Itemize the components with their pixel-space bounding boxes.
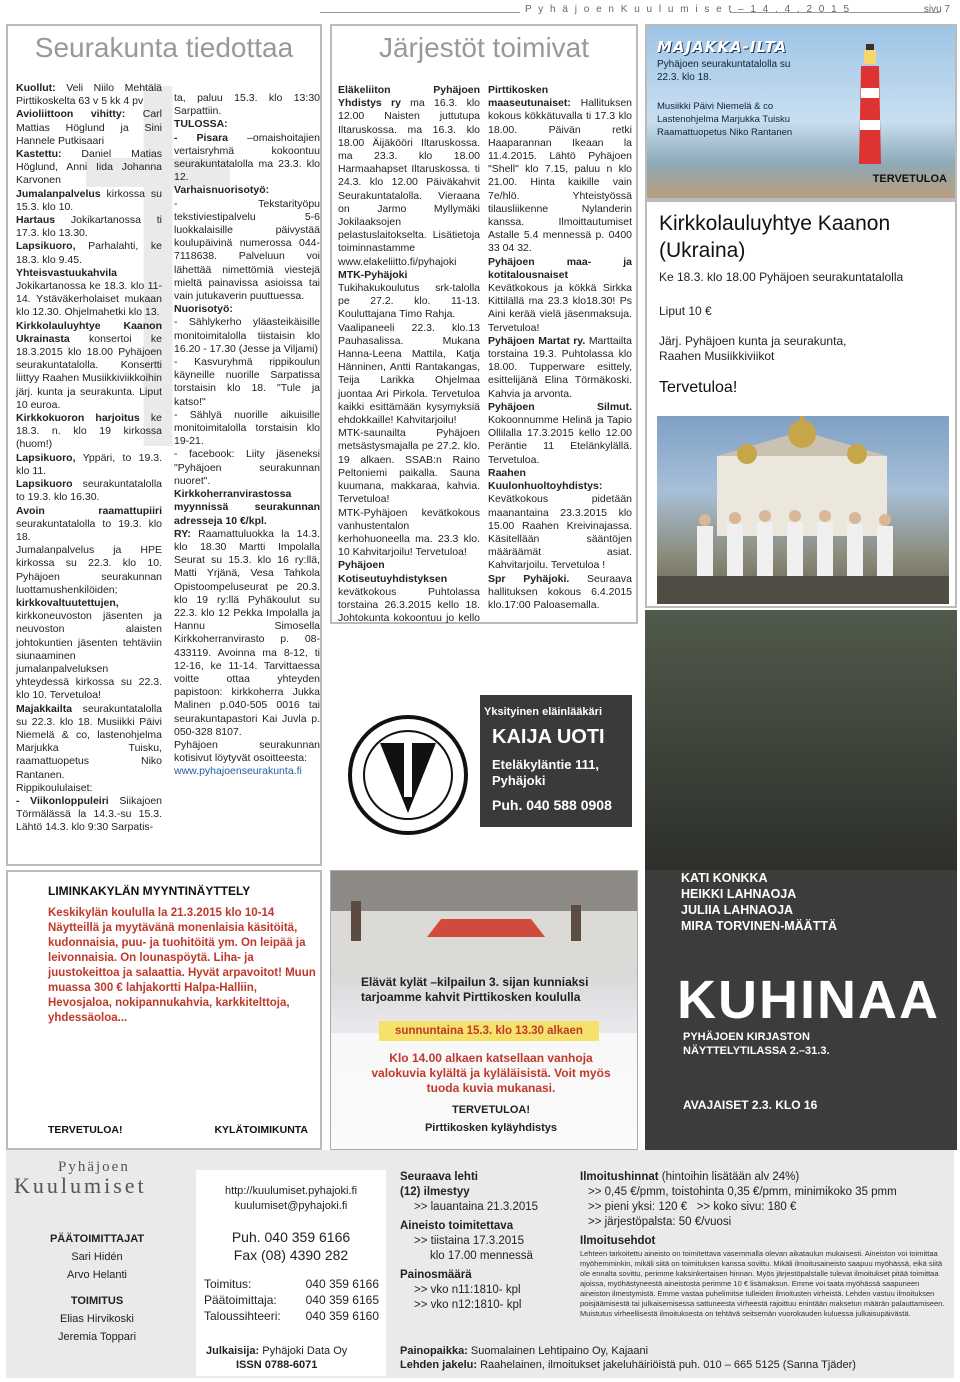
notice-text: Kokoonnumme Helinä ja Tapio Ollilalla 17.3.2015 kello 12.00 Peräntie 11 Etelänkylällä. Tervetuloa. [488,414,632,466]
kaanon-concert-ad [645,200,957,608]
print-run-week: >> vko n12:1810- kpl [414,1299,522,1311]
notice-paragraph [174,409,320,449]
notice-text: ta, paluu 15.3. klo 13:30 Sarpattiin. [174,92,320,118]
myynti-title: LIMINKAKYLÄN MYYNTINÄYTTELY [48,884,251,898]
contact-number: 040 359 6160 [305,1309,379,1323]
notice-paragraph [16,240,162,266]
majakka-welcome: TERVETULOA [872,172,947,185]
notice-heading: Lapsikuoro, [16,451,76,464]
notice-paragraph [16,795,162,835]
seurakunta-column-2 [174,92,320,779]
notice-text: - Sählykerho yläasteikäisille monitoimitalolla tiistaisin klo 16.20 - 17.30 (Jesse ja Viljami) [174,316,320,355]
notice-paragraph [338,269,480,322]
prices-note: (hintoihin lisätään alv 24%) [661,1171,800,1183]
vet-name: KAIJA UOTI [492,726,605,748]
notice-heading: Varhaisnuorisotyö: [174,184,270,197]
notice-paragraph [174,184,320,197]
notice-heading: Lapsikuoro [16,478,73,491]
notice-heading: Eläkeliiton Pyhäjoen Yhdistys ry [338,84,480,110]
artist-names [681,870,837,934]
notice-text: seurakuntatalolla to 19.3. klo 18. [16,517,162,543]
website-link[interactable]: http://kuulumiset.pyhajoki.fi [224,1185,358,1197]
church-and-choir-image [657,416,949,604]
notice-paragraph [16,597,162,703]
myynti-footer [48,1124,308,1137]
notice-paragraph [174,316,320,356]
conditions-label: Ilmoitusehdot [580,1235,656,1247]
printer-name: Suomalainen Lehtipaino Oy, Kajaani [470,1345,649,1357]
contact-number: 040 359 6166 [305,1277,379,1291]
issn: ISSN 0788-6071 [236,1359,318,1371]
artist-name: HEIKKI LAHNAOJA [681,887,797,901]
editor-name: Sari Hidén [71,1251,123,1263]
notice-heading: Kuollut: [16,82,56,94]
notice-text: ma 16.3. klo 12.00 Naisten juttutupa Iltaruskossa. ma 16.3. klo 18.00 Äijäkööri Iltaruskossa. ma 23.3. klo 18.00 Harmaahapset Iltaruskossa. ti 24.3. klo 12.00 Päiväkahvit Seurakuntatalolla. Vieraana on Jarmo Myllymäki Jokilaaksojen pelastuslaitokselta. Lisätietoja toiminnastamme www.elakeliitto.fi/pyhajoki [338,97,481,268]
page-number: sivu 7 [923,4,950,15]
majakka-subtitle: Pyhäjoen seurakuntatalolla su 22.3. klo 18. [657,59,791,83]
notice-paragraph [488,401,632,467]
logo-big: Kuulumiset [14,1173,147,1198]
notice-heading: Majakkailta [16,702,73,715]
kaanon-time: Ke 18.3. klo 18.00 Pyhäjoen seurakuntatalolla [659,270,904,284]
notice-paragraph [16,188,162,214]
notice-heading: MTK-Pyhäjoki [338,268,408,281]
notice-paragraph [488,256,632,282]
notice-heading: Hartaus [16,214,56,227]
kuhinaa-subtitle [683,1030,830,1058]
notice-heading: Pyhäjoen Silmut. [488,400,632,413]
notice-text: Marttailta torstaina 19.3. Puhtolassa klo 18.00. Tupperware esittely, esittelijänä Elina Törmäkoski. Kahvia ja arvonta. [488,334,632,400]
notice-text: Parhalahti, ke 18.3. klo 9.45. [16,240,162,266]
notice-paragraph [488,467,632,573]
notice-paragraph [338,322,480,428]
notice-text: Kevätkokous pidetään maanantaina 23.3.2015 klo 15.00 Raahen Kreivinajassa. Käsitellään sääntöjen määräämät asiat. Kahvitarjoilu. Tervetuloa ! [488,493,632,572]
notice-text: Jokikartanossa ke 18.3. klo 11-14. Ystäväkerholaiset mukaan klo 12.30. Ohjelmahetki klo 13. [16,280,162,319]
print-run-label: Painosmäärä [400,1269,472,1281]
notice-text: konsertoi ke 18.3.2015 klo 18.00 Pyhäjoen seurakuntatalolla. Konsertti liittyy Raahen Musiikkiviikkoihin järj. kunta ja seurakunta. Liput 10 euroa. [16,332,162,411]
notice-text: seurakuntatalolla su 22.3. klo 18. Musiikki Päivi Niemelä & co, lastenohjelma Marjukka Tuisku, raamattuopetus Niko Rantanen. [16,702,162,781]
notice-text: Siikajoen Törmälässä la 14.3.-su 15.3. Lähtö 14.3. klo 9:30 Sarpatis- [16,794,163,834]
kylat-date-bar: sunnuntaina 15.3. klo 13.30 alkaen [379,1021,599,1041]
next-issue-label: Seuraava lehti [400,1171,478,1183]
kaanon-welcome: Tervetuloa! [659,379,738,396]
next-issue-count: (12) ilmestyy [400,1186,470,1198]
myynti-organizer: KYLÄTOIMIKUNTA [214,1124,308,1136]
jarjestot-title: Järjestöt toimivat [378,32,590,63]
notice-text: Carl Mattias Höglund ja Sini Hannele Putkisaari [16,108,163,147]
kuhinaa-venue: PYHÄJOEN KIRJASTON [683,1031,810,1043]
publisher-label: Julkaisija: [206,1345,260,1357]
editors-label: PÄÄTOIMITTAJAT [49,1233,145,1245]
notice-paragraph [16,478,162,504]
majakka-title: MAJAKKA-ILTA [657,38,788,56]
notice-paragraph [16,214,162,240]
distribution-text: Raahelainen, ilmoitukset jakeluhäiriöistä puh. 010 – 665 5125 (Sanna Tjäder) [480,1359,856,1371]
notice-paragraph [488,573,632,613]
notice-text: Tukihakukoulutus srk-talolla pe 27.2. klo. 11-13. Kouluttajana Timo Rahja. [338,282,480,321]
next-issue-date: >> lauantaina 21.3.2015 [414,1201,539,1213]
kuhinaa-dates: NÄYTTELYTILASSA 2.–31.3. [683,1045,830,1057]
kylat-sign: Pirttikosken kyläyhdistys [424,1122,558,1134]
notice-text: www.pyhajoenseurakunta.fi [174,765,302,778]
notice-paragraph [174,356,320,409]
notice-paragraph [174,118,320,131]
notice-heading: Avioliittoon vihitty: [16,108,126,121]
notice-text: - facebook: Liity jäseneksi "Pyhäjoen seurakunnan nuoret". [174,448,320,487]
notice-heading: Pyhäjoen Martat ry. [488,334,586,347]
contact-number: 040 359 6165 [305,1293,379,1307]
prices-label: Ilmoitushinnat [580,1171,659,1183]
notice-heading: Pirttikosken maaseutunaiset: [488,84,571,110]
notice-paragraph [174,303,320,316]
masthead-footer [6,1150,954,1378]
staff-name: Elias Hirvikoski [60,1313,134,1325]
notice-text: - Tekstarityöpu tekstiviestipalvelu 5-6 luokkalaisille päivystää koulupäivinä numerossa 044-7118638. Palveluun voi lähettää nimettömiä viestejä mieltä painavissa asioissa tai vain jutukaverin puuttuessa. [174,197,320,303]
notice-text: Vaalipaneeli 22.3. klo.13 Pauhasalissa. Mukana Hanna-Leena Mattila, Katja Hänninen, Antti Rantakangas, Teija Larikka Ohjelmaa juontaa Ari Pirkola. Tervetuloa kaikki esittämään kysymyksiä ehdokkaille! Kahvitarjoilu! [338,321,480,427]
schedule [400,1170,572,1313]
notice-text: kevätkokous Puhtolassa torstaina 26.3.2015 kello 18. Johtokunta kokoontuu jo kello [338,585,480,625]
notice-paragraph[interactable] [174,765,320,778]
notice-heading: Lapsikuoro, [16,240,76,253]
notice-paragraph [338,427,480,506]
notice-paragraph [174,488,320,528]
kylayhdistys-ad [330,870,638,1150]
header-rule-left [320,12,520,13]
artist-name: MIRA TORVINEN-MÄÄTTÄ [681,919,838,933]
majakka-program: Musiikki Päivi Niemelä & co Lastenohjelma Marjukka Tuisku Raamattuopetus Niko Rantanen [657,101,793,138]
distribution-label: Lehden jakelu: [400,1359,478,1371]
notice-paragraph [174,528,320,739]
price-item: >> koko sivu: 180 € [696,1201,797,1213]
notice-paragraph [16,267,162,320]
vet-address: Eteläkyläntie 111, Pyhäjoki [492,757,599,788]
logo-small: Pyhäjoen [58,1159,130,1175]
notice-text: Jokikartanossa ti 17.3. klo 13.30. [16,214,162,240]
snow-photo [331,871,638,971]
lighthouse-icon [855,44,885,164]
artist-name: KATI KONKKA [681,871,768,885]
notice-heading: kirkkovaltuutettujen, [16,596,119,609]
notice-paragraph [338,507,480,560]
kaanon-organizers: Järj. Pyhäjoen kunta ja seurakunta, Raahen Musiikkiviikot [659,334,847,364]
staff-label: TOIMITUS [70,1295,124,1307]
notice-heading: Pyhäjoen maa- ja kotitalousnaiset [488,255,632,281]
notice-heading: Avoin raamattupiiri [16,504,162,517]
notice-text: Daniel Matias Höglund, Anni Iida Johanna Karvonen [16,148,162,187]
notice-text: Veli Niilo Mehtälä Pirttikoskelta 63 v 5 kk 4 pv [16,82,162,108]
notice-paragraph [488,335,632,401]
print-run-week: >> vko n11:1810- kpl [414,1284,521,1296]
notice-paragraph [16,82,162,108]
publisher-name: Pyhäjoki Data Oy [262,1345,348,1357]
seurakunta-column-1 [16,82,162,835]
paper-title-date: P y h ä j o e n K u u l u m i s e t – 1 4 . 4 . 2 0 1 5 [525,4,852,15]
ad-prices [580,1170,950,1319]
price-item: >> 0,45 €/pmm, toistohinta 0,35 €/pmm, minimikoko 35 pmm [588,1186,897,1198]
fax-number: Fax (08) 4390 282 [233,1247,349,1263]
jarjestot-column-1 [338,84,480,639]
kylat-intro: Elävät kylät –kilpailun 3. sijan kunniaksi tarjoamme kahvit Pirttikosken koululla [361,975,589,1004]
printer-label: Painopaikka: [400,1345,468,1357]
notice-text: Seuraava hallituksen kokous 6.4.2015 klo.17:00 Paloasemalla. [488,572,632,611]
kuhinaa-exhibition-ad [645,610,957,1150]
seurakunta-section [6,24,322,866]
artist-name: JULIIA LAHNAOJA [681,903,794,917]
vet-heading: Yksityinen eläinlääkäri [484,706,603,718]
notice-paragraph [16,782,162,795]
vet-phone: Puh. 040 588 0908 [492,797,612,813]
notice-paragraph [488,84,632,256]
notice-heading: - Pisara [174,131,229,144]
notice-paragraph [16,544,162,597]
header-rule-right [730,12,940,13]
kaanon-title: Kirkkolauluyhtye Kaanon (Ukraina) [659,212,891,262]
notice-text: Pyhäjoen seurakunnan kotisivut löytyvät osoitteesta: [174,738,320,765]
notice-paragraph [174,132,320,185]
notice-paragraph [16,320,162,412]
notice-heading: TULOSSA: [174,118,228,131]
jarjestot-column-2 [488,84,632,612]
notice-paragraph [16,452,162,478]
kuhinaa-opening: AVAJAISET 2.3. KLO 16 [683,1098,818,1112]
notice-text: Yppäri, to 19.3. klo 11. [16,451,162,477]
notice-heading: - Viikonloppuleiri [16,794,109,807]
vet-ad [330,625,638,867]
notice-text: Kevätkokous ja kökkä Sirkka Kittilällä ma 23.3 klo18.30! Ps Aini kerää vielä jäsenmaksuja. Tervetuloa! [488,282,632,334]
notice-text: –omaishoitajien vertaisryhmä kokoontuu seurakuntatalolla ma 23.3. klo 12. [174,131,320,184]
printer-info [400,1344,856,1372]
notice-paragraph [174,92,320,118]
publisher-info [206,1344,347,1372]
notice-heading: Kastettu: [16,148,62,161]
phone-number: Puh. 040 359 6166 [231,1229,351,1245]
kaanon-tickets: Liput 10 € [659,304,712,318]
contact-numbers [204,1276,379,1324]
kylat-photos-text: Klo 14.00 alkaen katsellaan vanhoja valokuvia kylältä ja kyläläisistä. Voit myös tuoda kuvia mukanasi. [371,1051,611,1095]
notice-heading: Yhteisvastuukahvila [16,266,117,279]
notice-text: kirkkoneuvoston jäsenten ja neuvoston alaisten johtokuntien jäsenten tehtäviin siunaaminen jumalanpalveluksen yhteydessä kirkossa su 22.3. klo 10. Tervetuloa! [16,610,162,702]
deadline-time: klo 17.00 mennessä [430,1250,533,1262]
notice-text: Hallituksen kokous kökkätuvalla ti 17.3 klo 18.00. Päivän retki Haaparannan Ikeaan la 11.4.2015. Lähtö Pyhäjoen "Shell" klo 7.15, paluu n klo 21.00. Hinta kaikille vain 7e/hlö. Yhteistyössä tilausliikenne Nylanderin kanssa. Ilmoittautumiset Astalle 5.4 mennessä p. 0400 33 04 32. [488,97,632,255]
myyntinayttely-ad [6,870,322,1150]
price-item: >> pieni yksi: 120 € [588,1201,688,1213]
page-header [320,4,960,20]
notice-text: seurakuntatalolla to 19.3. klo 16.30. [16,478,162,504]
notice-heading: Nuorisotyö: [174,303,233,316]
myynti-welcome: TERVETULOA! [48,1124,123,1136]
notice-heading: Kirkkolauluyhtye Kaanon Ukrainasta [16,319,162,345]
notice-text: kirkossa su 15.3. klo 10. [16,187,162,213]
seurakunta-title: Seurakunta tiedottaa [34,32,294,63]
notice-heading: Kirkkokuoron harjoitus [16,412,140,425]
price-item: >> järjestöpalsta: 50 €/vuosi [588,1216,732,1228]
jarjestot-section [330,24,638,624]
deadline-date: >> tiistaina 17.3.2015 [414,1235,524,1247]
notice-heading: Spr Pyhäjoki. [488,572,570,585]
notice-paragraph [174,739,320,765]
editor-name: Arvo Helanti [67,1269,127,1281]
notice-text: MTK-Pyhäjoen kevätkokous vanhustentalon kerhohuoneella ma. 23.3 klo. 10 Kahvitarjoilu! Tervetuloa! [338,506,480,559]
notice-paragraph [16,412,162,452]
grass-photo [645,610,957,870]
notice-heading: Raahen Kuulonhuoltoyhdistys: [488,466,603,493]
notice-paragraph [338,84,480,269]
notice-heading: Jumalanpalvelus [16,187,101,200]
notice-text: Raamattuluokka la 14.3. klo 18.30 Martti Impolalla Seurat su 15.3. klo 16 ry:llä, Matti Yrjänä, Vesa Tahkola Opistoompeluseurat pe 20.3. klo 19 ry:llä Pyhäkoulut su 22.3. klo 12 Pekka Impolalla ja Hannu Simosella Kirkkoherranvirasto p. 08-433119. Avoinna ma 8-12, ti 12-16, ke 11-14. Tarvittaessa voitte ottaa yhteyden papistoon: kirkkoherra Jukka Malinen p.040-505 0016 tai seurakuntapastori Kai Juvla p. 050-328 8107. [174,527,320,738]
myynti-text: Keskikylän koululla la 21.3.2015 klo 10-14 Näytteillä ja myytävänä monenlaisia käsitöitä, kudonnaisia, puu- ja tuohitöitä ym. On leipää ja leivonnaisia. On lounaspöytä. Liha- ja juustokeittoa ja salaattia. Hyvät arpavoitot! Muun muassa 300 € lahjakortti Halpa-Halliin, Hevosjaloa, nokipannukahvia, karkkitelttoja, yhdessäoloa... [48,907,316,1024]
notice-paragraph [174,448,320,488]
notice-heading: Kirkkoherranvirastossa myynnissä seurakunnan adresseja 10 €/kpl. [174,488,320,527]
notice-text: ke 18.3. n. klo 19 kirkossa (huom!) [16,412,162,451]
deadline-label: Aineisto toimitettava [400,1220,514,1232]
notice-text: Jumalanpalvelus ja HPE kirkossa su 22.3. klo 10. Pyhäjoen seurakunnan luottamushenkilöiden; [16,544,162,596]
staff-name: Jeremia Toppari [57,1331,137,1343]
notice-text: - Sählyä nuorille aikuisille monitoimitalolla torstaisin klo 19-21. [174,408,320,448]
notice-text: - Kasvuryhmä rippikoulun käyneille nuorille Sarpatissa torstaisin klo 18. "Tule ja katso!" [174,356,320,408]
notice-text: MTK-saunailta Pyhäjoen metsästysmajalla pe 27.2. klo. 19 alkaen. SSAB:n Raino Peltoniemi paikalla. Sauna kuumana, makkaraa, kahvia. Tervetuloa! [338,427,480,506]
notice-paragraph [16,703,162,782]
contact-label: Päätoimittaja: [204,1293,277,1307]
kylat-welcome: TERVETULOA! [451,1104,531,1116]
notice-text: Rippikoululaiset: [16,781,93,794]
email-link[interactable]: kuulumiset@pyhajoki.fi [234,1200,348,1212]
notice-paragraph [16,505,162,545]
contact-label: Toimitus: [204,1277,252,1291]
notice-paragraph [174,198,320,304]
notice-heading: Pyhäjoen Kotiseutuyhdistyksen [338,559,448,585]
notice-paragraph [16,148,162,188]
notice-paragraph [488,282,632,335]
contact-label: Taloussihteeri: [204,1309,281,1323]
choir-photo [657,416,949,604]
conditions-text: Lehteen tarkoitettu aineisto on toimitettava vasemmalla olevan aikataulun mukaisesti. Aineiston voi toimittaa myöhemminkin, mikäli siitä on toimituksen kanssa sovittu. Mikäli ilmoitusaineisto saapuu myöhässä, eikä siitä ole ennalta sovittu, perimme kaksinkertaisen hinnan. Myös järjestöpalstalle tulevat ilmoitukset pitää toimittaa ajoissa, myöhästyneestä aineistosta perimme 10 € lisämaksun. Emme voi taata myöhässä saapuneen aineiston ilmestymistä. Emme vastaa puhelimitse tulleiden ilmoitusten virheistä. Lehden vastuu ilmoituksen poisjäämisestä tai julkaisemisessa sattuneesta virheestä rajoittuu enintään maksetun määrän palauttamiseen. Muistutus virheellisestä ilmoituksesta on tehtävä seitsemän vuorokauden kuluessa julkaisupäivästä. [580,1249,945,1318]
notice-paragraph [16,108,162,148]
majakka-ilta-ad [645,24,957,200]
notice-heading: RY: [174,527,191,540]
kuhinaa-title: KUHINAA [677,970,940,1030]
editors [12,1230,182,1346]
